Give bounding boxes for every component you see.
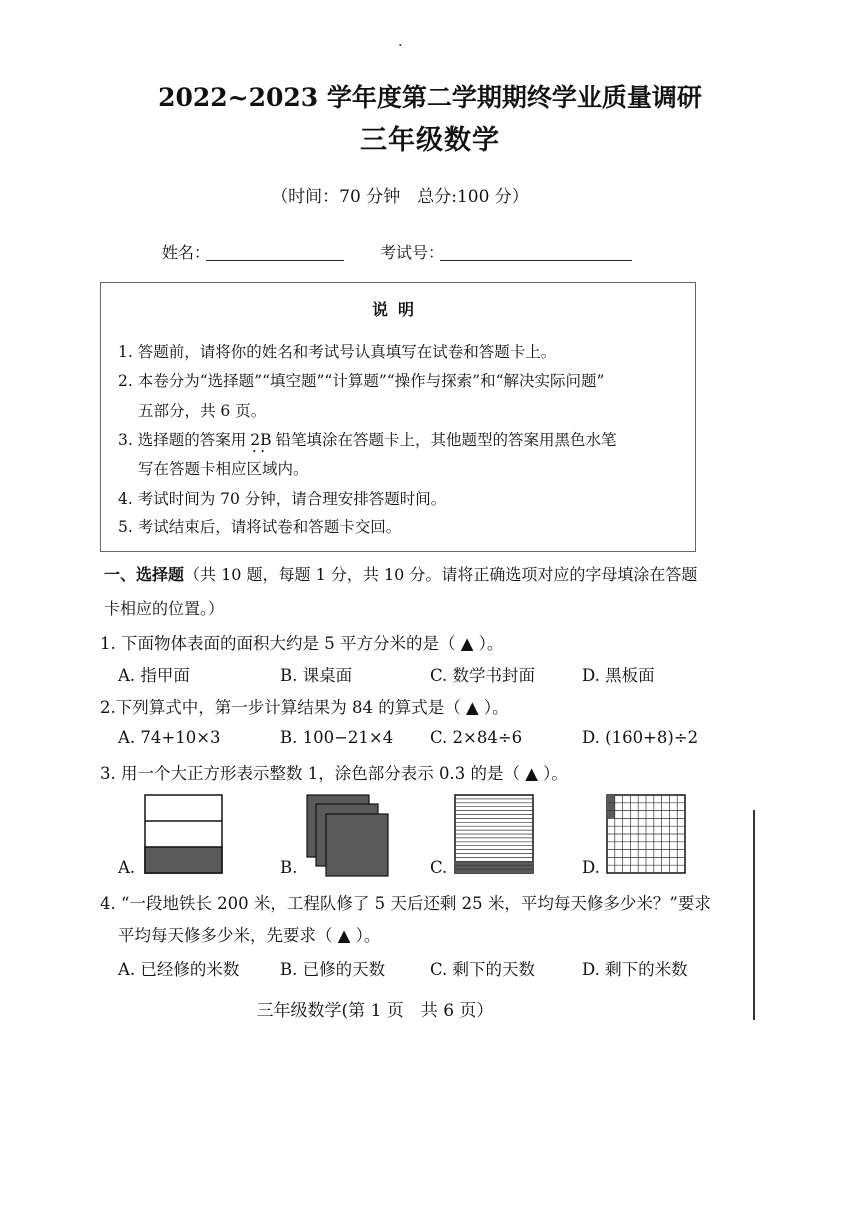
q4-option-a[interactable]: A. 已经修的米数: [118, 960, 240, 979]
section-desc: （共 10 题，每题 1 分，共 10 分。请将正确选项对应的字母填涂在答题: [184, 565, 698, 584]
pencil-grade: 2B • •: [250, 431, 271, 449]
q2-option-d[interactable]: D. (160+8)÷2: [582, 728, 699, 747]
q3-figure-d: [606, 794, 688, 876]
name-field[interactable]: [206, 242, 344, 261]
exam-title: 2022~2023 学年度第二学期期终学业质量调研: [158, 83, 702, 112]
q2-option-b[interactable]: B. 100−21×4: [280, 728, 394, 747]
question-3: 3. 用一个大正方形表示整数 1，涂色部分表示 0.3 的是（ ▲ ）。: [100, 764, 568, 783]
q2-option-a[interactable]: A. 74+10×3: [118, 728, 221, 747]
q1-option-a[interactable]: A. 指甲面: [118, 666, 190, 685]
scan-edge-line: [753, 810, 755, 1020]
fig-c-shaded: [455, 861, 533, 873]
q2-option-c[interactable]: C. 2×84÷6: [430, 728, 523, 747]
subject-title: 三年级数学: [360, 125, 500, 156]
exam-number-label: 考试号：: [380, 243, 445, 262]
name-label: 姓名：: [162, 243, 211, 262]
q3-option-b[interactable]: B.: [280, 858, 298, 877]
q4-option-d[interactable]: D. 剩下的米数: [582, 960, 688, 979]
q3-figure-b: [306, 794, 390, 878]
exam-number-field[interactable]: [440, 242, 632, 261]
section-desc-cont: 卡相应的位置。）: [104, 599, 225, 618]
q3-figure-a: [144, 794, 224, 876]
question-4-cont: 平均每天修多少米，先要求（ ▲ ）。: [118, 926, 381, 945]
question-4: 4. “一段地铁长 200 米，工程队修了 5 天后还剩 25 米，平均每天修多少米？”要求: [100, 894, 711, 913]
section-title: 一、选择题: [104, 565, 185, 584]
q4-option-c[interactable]: C. 剩下的天数: [430, 960, 536, 979]
section-heading: [104, 562, 697, 585]
fig-d-shaded-cell: [607, 795, 615, 803]
instruction-line-3-cont: 写在答题卡相应区域内。: [138, 460, 309, 478]
instruction-line-5: 5. 考试结束后，请将试卷和答题卡交回。: [118, 518, 402, 536]
instruction-line-4: 4. 考试时间为 70 分钟，请合理安排答题时间。: [118, 490, 447, 508]
question-1: 1. 下面物体表面的面积大约是 5 平方分米的是（ ▲ ）。: [100, 634, 504, 653]
exam-info: （时间：70 分钟 总分:100 分）: [271, 187, 529, 207]
instructions-title: 说明: [371, 300, 424, 319]
q3-option-c[interactable]: C.: [430, 858, 448, 877]
q1-option-b[interactable]: B. 课桌面: [280, 666, 353, 685]
question-2: 2.下列算式中，第一步计算结果为 84 的算式是（ ▲ ）。: [100, 698, 509, 717]
q3-option-d[interactable]: D.: [582, 858, 600, 877]
top-dot: ·: [398, 38, 403, 54]
page-footer: 三年级数学(第 1 页 共 6 页）: [256, 1001, 494, 1021]
instruction-line-3: [118, 428, 617, 450]
instruction-line-3-a: 3. 选择题的答案用: [118, 431, 247, 449]
instruction-line-2: 2. 本卷分为“选择题”“填空题”“计算题”“操作与探索”和“解决实际问题”: [118, 372, 605, 390]
q3-option-a[interactable]: A.: [118, 858, 136, 877]
q4-option-b[interactable]: B. 已修的天数: [280, 960, 386, 979]
q1-option-c[interactable]: C. 数学书封面: [430, 666, 536, 685]
instruction-line-3-b: 铅笔填涂在答题卡上，其他题型的答案用黑色水笔: [275, 431, 617, 449]
instruction-line-2-cont: 五部分，共 6 页。: [138, 402, 267, 420]
fig-d-shaded-cell: [607, 803, 615, 811]
q3-figure-c: [454, 794, 536, 876]
q1-option-d[interactable]: D. 黑板面: [582, 666, 655, 685]
fig-d-shaded-cell: [607, 811, 615, 819]
instruction-line-1: 1. 答题前，请将你的姓名和考试号认真填写在试卷和答题卡上。: [118, 343, 557, 361]
